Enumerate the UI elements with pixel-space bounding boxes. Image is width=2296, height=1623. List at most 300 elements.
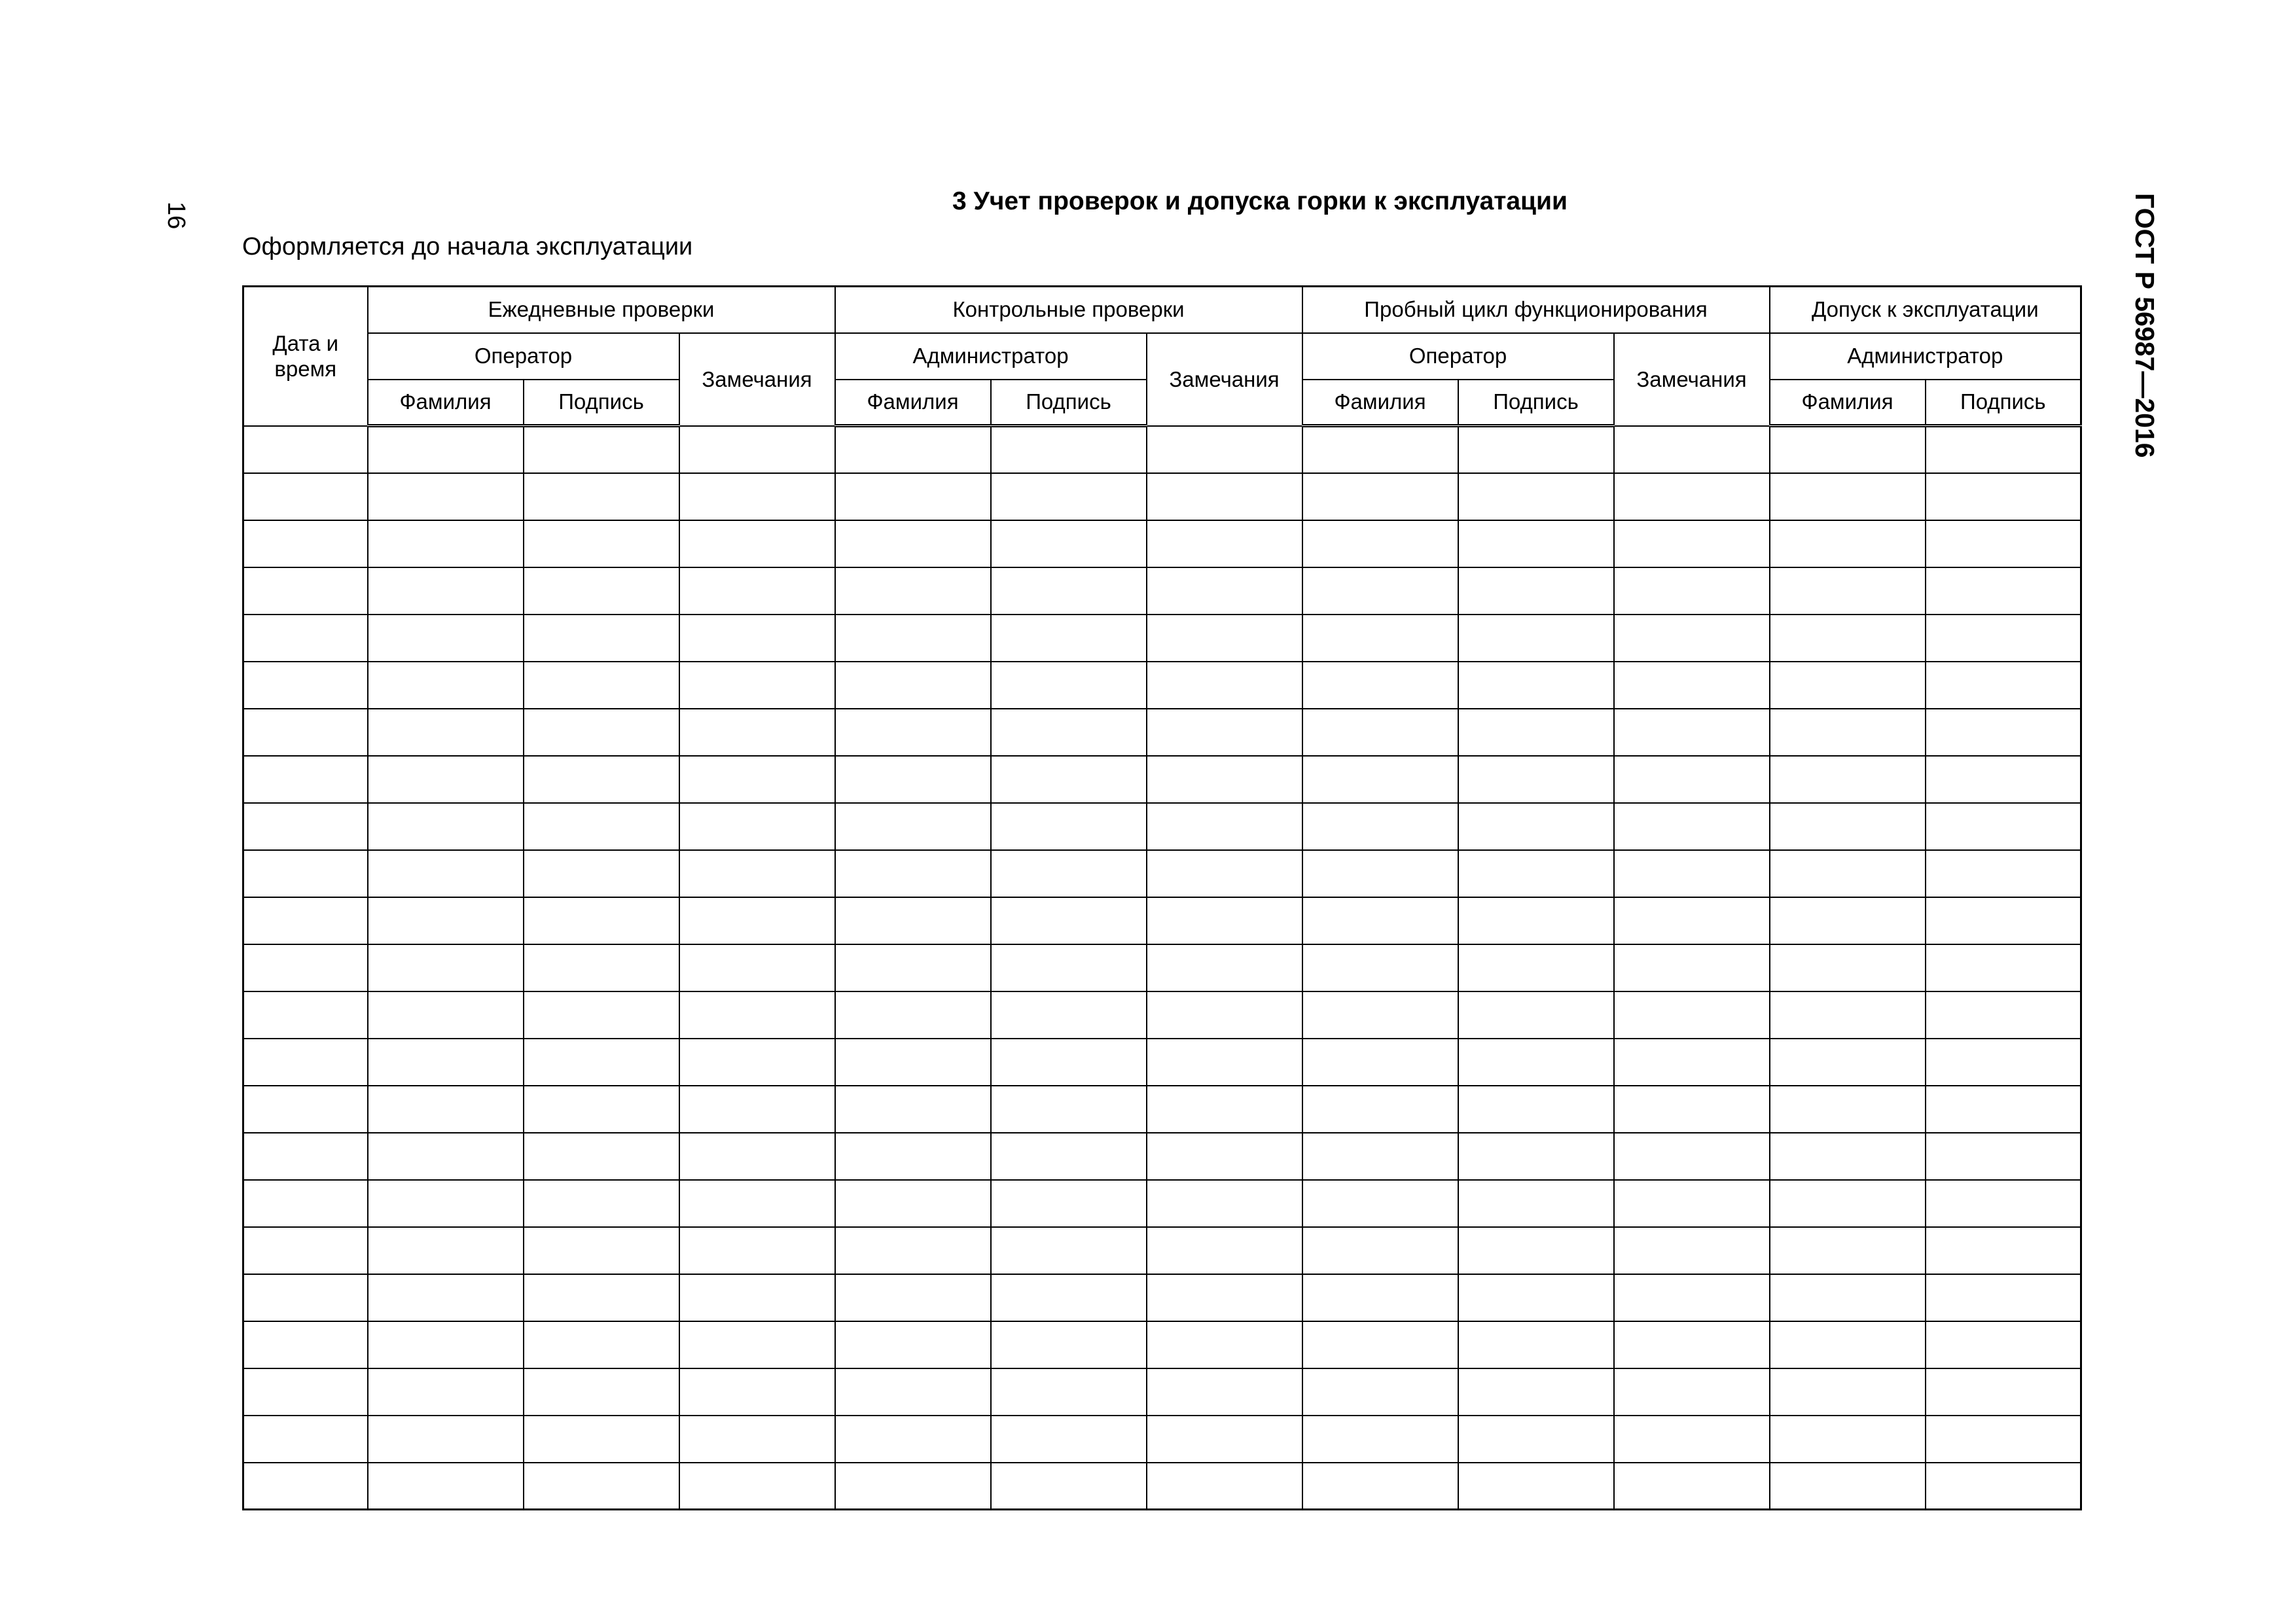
table-cell: [1614, 756, 1770, 803]
table-cell: [1614, 1368, 1770, 1416]
table-cell: [835, 709, 991, 756]
table-cell: [835, 756, 991, 803]
table-cell: [1614, 1227, 1770, 1274]
control-signature-header: Подпись: [991, 380, 1147, 426]
table-cell: [524, 615, 679, 662]
table-cell: [1926, 1039, 2081, 1086]
table-cell: [1458, 850, 1614, 897]
table-cell: [1926, 662, 2081, 709]
table-cell: [991, 709, 1147, 756]
table-cell: [1926, 520, 2081, 567]
table-cell: [679, 709, 835, 756]
table-cell: [991, 662, 1147, 709]
table-cell: [1770, 991, 1926, 1039]
table-cell: [679, 1274, 835, 1321]
table-cell: [1614, 1463, 1770, 1510]
table-row: [243, 1227, 2081, 1274]
table-cell: [679, 615, 835, 662]
table-row: [243, 1463, 2081, 1510]
table-cell: [524, 567, 679, 615]
table-cell: [1302, 1039, 1458, 1086]
table-cell: [679, 1086, 835, 1133]
table-cell: [679, 944, 835, 991]
table-cell: [524, 1274, 679, 1321]
table-cell: [679, 1368, 835, 1416]
table-cell: [524, 1039, 679, 1086]
table-cell: [1614, 426, 1770, 473]
table-cell: [243, 1274, 368, 1321]
table-cell: [679, 1463, 835, 1510]
table-cell: [1302, 803, 1458, 850]
table-cell: [368, 944, 524, 991]
table-cell: [1458, 567, 1614, 615]
table-cell: [991, 615, 1147, 662]
table-cell: [368, 756, 524, 803]
table-cell: [524, 897, 679, 944]
table-cell: [991, 1368, 1147, 1416]
admission-admin-header: Администратор: [1770, 333, 2081, 380]
table-cell: [1458, 1086, 1614, 1133]
table-cell: [835, 567, 991, 615]
table-cell: [1147, 1227, 1302, 1274]
table-cell: [991, 991, 1147, 1039]
table-cell: [1147, 520, 1302, 567]
table-cell: [1770, 1463, 1926, 1510]
table-cell: [1458, 615, 1614, 662]
table-cell: [524, 756, 679, 803]
table-cell: [524, 426, 679, 473]
table-cell: [835, 426, 991, 473]
table-cell: [1770, 1180, 1926, 1227]
table-cell: [1614, 991, 1770, 1039]
log-body: [243, 426, 2081, 1510]
table-row: [243, 756, 2081, 803]
table-cell: [1147, 944, 1302, 991]
table-cell: [991, 567, 1147, 615]
table-cell: [368, 1227, 524, 1274]
table-cell: [835, 1368, 991, 1416]
table-cell: [1926, 1133, 2081, 1180]
table-cell: [1770, 473, 1926, 520]
table-cell: [1458, 473, 1614, 520]
table-cell: [1147, 615, 1302, 662]
table-cell: [1614, 709, 1770, 756]
table-cell: [1458, 1463, 1614, 1510]
table-cell: [1458, 1039, 1614, 1086]
table-cell: [368, 473, 524, 520]
table-cell: [1770, 803, 1926, 850]
table-cell: [243, 1321, 368, 1368]
table-cell: [1614, 520, 1770, 567]
table-cell: [1926, 850, 2081, 897]
table-cell: [368, 426, 524, 473]
table-cell: [991, 756, 1147, 803]
trial-surname-header: Фамилия: [1302, 380, 1458, 426]
table-cell: [1147, 756, 1302, 803]
table-row: [243, 944, 2081, 991]
admission-surname-header: Фамилия: [1770, 380, 1926, 426]
trial-operator-header: Оператор: [1302, 333, 1614, 380]
section-title: 3 Учет проверок и допуска горки к эксплуатации: [952, 187, 1568, 215]
table-cell: [991, 1133, 1147, 1180]
table-cell: [835, 1180, 991, 1227]
table-cell: [368, 615, 524, 662]
admission-signature-header: Подпись: [1926, 380, 2081, 426]
table-cell: [991, 1039, 1147, 1086]
table-cell: [679, 662, 835, 709]
table-cell: [524, 473, 679, 520]
table-cell: [524, 850, 679, 897]
table-cell: [1458, 1227, 1614, 1274]
table-cell: [524, 1463, 679, 1510]
table-cell: [835, 1039, 991, 1086]
table-cell: [1302, 944, 1458, 991]
table-cell: [1770, 1039, 1926, 1086]
table-cell: [1458, 991, 1614, 1039]
table-cell: [991, 1463, 1147, 1510]
table-cell: [991, 1086, 1147, 1133]
table-cell: [524, 662, 679, 709]
table-cell: [1926, 897, 2081, 944]
table-cell: [991, 1416, 1147, 1463]
table-cell: [243, 615, 368, 662]
table-cell: [835, 1133, 991, 1180]
table-cell: [524, 709, 679, 756]
table-cell: [1926, 1321, 2081, 1368]
table-cell: [1458, 1180, 1614, 1227]
table-cell: [243, 473, 368, 520]
table-cell: [991, 1274, 1147, 1321]
table-cell: [1614, 1180, 1770, 1227]
table-cell: [368, 1416, 524, 1463]
table-cell: [835, 1274, 991, 1321]
table-row: [243, 473, 2081, 520]
table-cell: [368, 567, 524, 615]
table-cell: [1770, 850, 1926, 897]
table-cell: [524, 520, 679, 567]
table-cell: [991, 1180, 1147, 1227]
table-cell: [679, 1133, 835, 1180]
table-cell: [1302, 473, 1458, 520]
table-cell: [1926, 944, 2081, 991]
trial-cycle-header: Пробный цикл функционирования: [1302, 287, 1770, 333]
table-cell: [679, 1416, 835, 1463]
table-row: [243, 1368, 2081, 1416]
table-cell: [243, 803, 368, 850]
table-row: [243, 615, 2081, 662]
table-cell: [1770, 1368, 1926, 1416]
table-cell: [1147, 1274, 1302, 1321]
table-cell: [1926, 756, 2081, 803]
table-row: [243, 1416, 2081, 1463]
table-cell: [1614, 1039, 1770, 1086]
table-cell: [1614, 1321, 1770, 1368]
table-cell: [1614, 473, 1770, 520]
table-cell: [1926, 1180, 2081, 1227]
table-cell: [1147, 662, 1302, 709]
table-cell: [1770, 662, 1926, 709]
table-row: [243, 709, 2081, 756]
table-cell: [835, 944, 991, 991]
table-cell: [1302, 1274, 1458, 1321]
daily-operator-header: Оператор: [368, 333, 679, 380]
table-cell: [679, 1180, 835, 1227]
table-cell: [1926, 1274, 2081, 1321]
table-cell: [524, 1368, 679, 1416]
table-cell: [1302, 850, 1458, 897]
table-cell: [243, 756, 368, 803]
table-cell: [679, 473, 835, 520]
table-cell: [1302, 1463, 1458, 1510]
table-cell: [524, 1416, 679, 1463]
intro-note: Оформляется до начала эксплуатации: [242, 233, 693, 260]
table-cell: [1770, 1321, 1926, 1368]
table-cell: [1926, 1416, 2081, 1463]
table-cell: [1926, 567, 2081, 615]
table-cell: [1302, 662, 1458, 709]
table-cell: [835, 1227, 991, 1274]
table-cell: [524, 1086, 679, 1133]
table-row: [243, 426, 2081, 473]
table-cell: [243, 1368, 368, 1416]
table-cell: [1302, 567, 1458, 615]
table-row: [243, 1274, 2081, 1321]
table-cell: [991, 1227, 1147, 1274]
table-cell: [1458, 709, 1614, 756]
table-cell: [368, 850, 524, 897]
table-cell: [1458, 1368, 1614, 1416]
table-cell: [1614, 944, 1770, 991]
trial-remarks-header: Замечания: [1614, 333, 1770, 426]
table-cell: [1770, 426, 1926, 473]
table-cell: [243, 520, 368, 567]
table-cell: [1614, 615, 1770, 662]
table-cell: [991, 897, 1147, 944]
table-cell: [1147, 1416, 1302, 1463]
table-cell: [243, 944, 368, 991]
table-cell: [1614, 1274, 1770, 1321]
table-cell: [679, 567, 835, 615]
table-cell: [368, 520, 524, 567]
table-cell: [1147, 1086, 1302, 1133]
table-cell: [991, 426, 1147, 473]
table-row: [243, 1180, 2081, 1227]
table-cell: [1614, 1086, 1770, 1133]
table-cell: [835, 473, 991, 520]
table-cell: [679, 991, 835, 1039]
page-number: 16: [162, 202, 190, 230]
table-cell: [679, 1227, 835, 1274]
daily-remarks-header: Замечания: [679, 333, 835, 426]
table-cell: [243, 1039, 368, 1086]
table-cell: [1770, 756, 1926, 803]
table-cell: [1147, 709, 1302, 756]
table-cell: [1147, 897, 1302, 944]
table-cell: [835, 850, 991, 897]
table-cell: [1147, 803, 1302, 850]
table-cell: [368, 1086, 524, 1133]
table-cell: [1302, 991, 1458, 1039]
table-cell: [1770, 1416, 1926, 1463]
table-cell: [679, 1039, 835, 1086]
table-cell: [1147, 1463, 1302, 1510]
table-cell: [835, 897, 991, 944]
table-cell: [1614, 803, 1770, 850]
table-cell: [1926, 803, 2081, 850]
table-cell: [1147, 473, 1302, 520]
table-cell: [991, 1321, 1147, 1368]
table-cell: [835, 1321, 991, 1368]
table-cell: [368, 1463, 524, 1510]
table-cell: [1458, 1321, 1614, 1368]
table-cell: [524, 803, 679, 850]
daily-signature-header: Подпись: [524, 380, 679, 426]
table-cell: [1458, 756, 1614, 803]
table-cell: [1770, 1133, 1926, 1180]
table-row: [243, 850, 2081, 897]
table-cell: [1926, 615, 2081, 662]
table-cell: [1770, 709, 1926, 756]
table-cell: [991, 944, 1147, 991]
table-cell: [368, 1133, 524, 1180]
table-cell: [1614, 897, 1770, 944]
table-cell: [1614, 567, 1770, 615]
table-cell: [835, 1416, 991, 1463]
table-cell: [243, 1133, 368, 1180]
table-cell: [1770, 615, 1926, 662]
table-cell: [243, 850, 368, 897]
table-cell: [1770, 1086, 1926, 1133]
table-cell: [1302, 1133, 1458, 1180]
admission-header: Допуск к эксплуатации: [1770, 287, 2081, 333]
table-cell: [1614, 1416, 1770, 1463]
table-cell: [1302, 615, 1458, 662]
table-cell: [243, 1086, 368, 1133]
table-cell: [1458, 1416, 1614, 1463]
table-cell: [243, 1416, 368, 1463]
table-cell: [1302, 709, 1458, 756]
table-cell: [368, 709, 524, 756]
table-cell: [1458, 1133, 1614, 1180]
table-cell: [1926, 1368, 2081, 1416]
table-cell: [835, 1463, 991, 1510]
table-cell: [1770, 944, 1926, 991]
table-cell: [679, 426, 835, 473]
table-cell: [679, 1321, 835, 1368]
table-cell: [835, 520, 991, 567]
table-cell: [1770, 897, 1926, 944]
table-cell: [243, 709, 368, 756]
table-cell: [368, 1180, 524, 1227]
table-cell: [368, 1274, 524, 1321]
daily-checks-header: Ежедневные проверки: [368, 287, 835, 333]
standard-code: ГОСТ Р 56987—2016: [2130, 193, 2160, 458]
table-cell: [991, 473, 1147, 520]
table-row: [243, 803, 2081, 850]
control-checks-header: Контрольные проверки: [835, 287, 1302, 333]
table-cell: [1302, 1321, 1458, 1368]
table-cell: [524, 1227, 679, 1274]
table-cell: [368, 897, 524, 944]
table-cell: [368, 1368, 524, 1416]
table-cell: [1458, 1274, 1614, 1321]
table-cell: [1302, 520, 1458, 567]
table-cell: [368, 662, 524, 709]
table-cell: [1302, 1368, 1458, 1416]
table-cell: [991, 803, 1147, 850]
table-row: [243, 1039, 2081, 1086]
table-cell: [1147, 1180, 1302, 1227]
table-cell: [679, 803, 835, 850]
table-cell: [1770, 520, 1926, 567]
table-row: [243, 991, 2081, 1039]
table-cell: [524, 944, 679, 991]
table-cell: [1302, 1086, 1458, 1133]
inspection-log-table: [242, 285, 2082, 1510]
date-time-header: Дата и время: [243, 287, 368, 426]
table-cell: [1926, 1086, 2081, 1133]
table-cell: [1458, 944, 1614, 991]
control-surname-header: Фамилия: [835, 380, 991, 426]
table-cell: [1147, 991, 1302, 1039]
table-cell: [243, 1180, 368, 1227]
daily-surname-header: Фамилия: [368, 380, 524, 426]
table-cell: [1147, 1133, 1302, 1180]
table-cell: [1302, 1416, 1458, 1463]
table-cell: [524, 1133, 679, 1180]
table-cell: [835, 662, 991, 709]
trial-signature-header: Подпись: [1458, 380, 1614, 426]
table-row: [243, 1133, 2081, 1180]
table-cell: [1458, 662, 1614, 709]
table-row: [243, 520, 2081, 567]
table-cell: [1770, 1227, 1926, 1274]
table-cell: [1926, 1463, 2081, 1510]
table-cell: [524, 1321, 679, 1368]
table-cell: [1302, 426, 1458, 473]
table-row: [243, 1086, 2081, 1133]
table-cell: [1770, 567, 1926, 615]
control-remarks-header: Замечания: [1147, 333, 1302, 426]
table-cell: [243, 1227, 368, 1274]
table-cell: [1147, 567, 1302, 615]
table-cell: [1458, 803, 1614, 850]
table-cell: [1926, 426, 2081, 473]
table-cell: [1458, 520, 1614, 567]
table-cell: [368, 1039, 524, 1086]
table-cell: [835, 1086, 991, 1133]
table-cell: [991, 850, 1147, 897]
table-cell: [1147, 1368, 1302, 1416]
table-cell: [1770, 1274, 1926, 1321]
table-cell: [1926, 991, 2081, 1039]
table-cell: [1302, 897, 1458, 944]
table-cell: [243, 662, 368, 709]
table-cell: [1458, 426, 1614, 473]
table-cell: [243, 426, 368, 473]
table-cell: [1458, 897, 1614, 944]
table-cell: [1614, 662, 1770, 709]
table-cell: [1926, 709, 2081, 756]
table-cell: [1147, 1039, 1302, 1086]
table-row: [243, 567, 2081, 615]
control-admin-header: Администратор: [835, 333, 1147, 380]
table-cell: [1926, 1227, 2081, 1274]
table-cell: [1302, 1227, 1458, 1274]
table-cell: [835, 803, 991, 850]
table-cell: [1926, 473, 2081, 520]
table-cell: [243, 1463, 368, 1510]
